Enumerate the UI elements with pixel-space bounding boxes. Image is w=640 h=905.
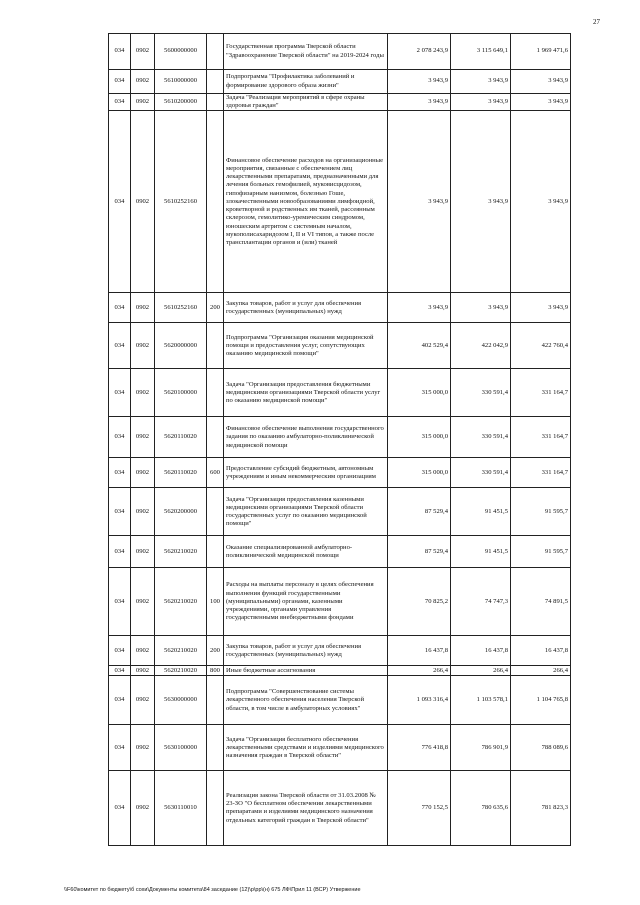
amount-year2-cell: 266,4 — [451, 666, 511, 676]
expense-type-cell — [207, 34, 224, 70]
amount-year2-cell: 16 437,8 — [451, 636, 511, 666]
admin-code-cell: 034 — [109, 34, 131, 70]
target-article-cell: 5630000000 — [155, 676, 207, 725]
amount-year3-cell: 331 164,7 — [511, 458, 571, 488]
expense-type-cell: 600 — [207, 458, 224, 488]
item-name-cell: Государственная программа Тверской области "Здравоохранение Тверской области" на 2019-2024 годы — [224, 34, 388, 70]
target-article-cell: 5620210020 — [155, 536, 207, 568]
amount-year3-cell: 788 089,6 — [511, 725, 571, 771]
section-code-cell: 0902 — [131, 771, 155, 846]
table-row — [109, 536, 571, 568]
expense-type-cell: 100 — [207, 568, 224, 636]
admin-code-cell: 034 — [109, 636, 131, 666]
section-code-cell: 0902 — [131, 488, 155, 536]
target-article-cell: 5620100000 — [155, 369, 207, 417]
amount-year1-cell: 266,4 — [388, 666, 451, 676]
target-article-cell: 5620110020 — [155, 417, 207, 458]
section-code-cell: 0902 — [131, 417, 155, 458]
item-name-cell: Финансовое обеспечение расходов на организационные мероприятия, связанные с обеспечением лиц лекарственными препаратами, предназначенными для лечения больных гемофилией, муковисцидозом, гипофизарным нанизмом, болезнью Гоше, злокачественными новообразованиями лимфоидной, кроветворной и родственных им тканей, рассеянным склерозом, гемолитико-уремическим синдромом, юношеским артритом с системным началом, мукополисахаридозом I, II и VI типов, а также после трансплантации органов и (или) тканей — [224, 111, 388, 293]
target-article-cell: 5620210020 — [155, 636, 207, 666]
amount-year1-cell: 3 943,9 — [388, 94, 451, 111]
amount-year2-cell: 74 747,3 — [451, 568, 511, 636]
target-article-cell: 5600000000 — [155, 34, 207, 70]
amount-year1-cell: 770 152,5 — [388, 771, 451, 846]
amount-year3-cell: 1 969 471,6 — [511, 34, 571, 70]
expense-type-cell: 200 — [207, 293, 224, 323]
amount-year3-cell: 781 823,3 — [511, 771, 571, 846]
target-article-cell: 5620210020 — [155, 568, 207, 636]
amount-year3-cell: 16 437,8 — [511, 636, 571, 666]
section-code-cell: 0902 — [131, 666, 155, 676]
amount-year2-cell: 3 943,9 — [451, 70, 511, 94]
section-code-cell: 0902 — [131, 636, 155, 666]
admin-code-cell: 034 — [109, 725, 131, 771]
amount-year2-cell: 1 103 578,1 — [451, 676, 511, 725]
amount-year1-cell: 315 000,0 — [388, 369, 451, 417]
amount-year3-cell: 91 595,7 — [511, 488, 571, 536]
amount-year1-cell: 3 943,9 — [388, 293, 451, 323]
expense-type-cell — [207, 536, 224, 568]
item-name-cell: Иные бюджетные ассигнования — [224, 666, 388, 676]
table-row — [109, 417, 571, 458]
item-name-cell: Подпрограмма "Профилактика заболеваний и формирование здорового образа жизни" — [224, 70, 388, 94]
amount-year2-cell: 3 943,9 — [451, 94, 511, 111]
amount-year2-cell: 330 591,4 — [451, 369, 511, 417]
item-name-cell: Финансовое обеспечение выполнения государственного задания по оказанию амбулаторно-поликлинической медицинской помощи — [224, 417, 388, 458]
amount-year3-cell: 3 943,9 — [511, 293, 571, 323]
amount-year3-cell: 3 943,9 — [511, 111, 571, 293]
amount-year3-cell: 266,4 — [511, 666, 571, 676]
section-code-cell: 0902 — [131, 676, 155, 725]
target-article-cell: 5620110020 — [155, 458, 207, 488]
amount-year1-cell: 3 943,9 — [388, 70, 451, 94]
expense-type-cell — [207, 70, 224, 94]
admin-code-cell: 034 — [109, 666, 131, 676]
amount-year2-cell: 330 591,4 — [451, 458, 511, 488]
admin-code-cell: 034 — [109, 323, 131, 369]
amount-year3-cell: 91 595,7 — [511, 536, 571, 568]
table-row — [109, 458, 571, 488]
target-article-cell: 5630100000 — [155, 725, 207, 771]
section-code-cell: 0902 — [131, 458, 155, 488]
item-name-cell: Закупка товаров, работ и услуг для обеспечения государственных (муниципальных) нужд — [224, 293, 388, 323]
amount-year3-cell: 331 164,7 — [511, 369, 571, 417]
item-name-cell: Задача "Реализация мероприятий в сфере охраны здоровья граждан" — [224, 94, 388, 111]
target-article-cell: 5610252160 — [155, 293, 207, 323]
amount-year1-cell: 1 093 316,4 — [388, 676, 451, 725]
admin-code-cell: 034 — [109, 70, 131, 94]
section-code-cell: 0902 — [131, 369, 155, 417]
amount-year1-cell: 315 000,0 — [388, 458, 451, 488]
admin-code-cell: 034 — [109, 771, 131, 846]
amount-year1-cell: 87 529,4 — [388, 536, 451, 568]
amount-year2-cell: 3 943,9 — [451, 293, 511, 323]
section-code-cell: 0902 — [131, 94, 155, 111]
amount-year2-cell: 91 451,5 — [451, 536, 511, 568]
page-number: 27 — [593, 18, 600, 26]
admin-code-cell: 034 — [109, 568, 131, 636]
item-name-cell: Реализация закона Тверской области от 31.03.2008 № 23-ЗО "О бесплатном обеспечении лекарственными препаратами и изделиями медицинского назначения отдельных категорий граждан в Тверской области" — [224, 771, 388, 846]
target-article-cell: 5630110010 — [155, 771, 207, 846]
admin-code-cell: 034 — [109, 458, 131, 488]
section-code-cell: 0902 — [131, 725, 155, 771]
item-name-cell: Расходы на выплаты персоналу в целях обеспечения выполнения функций государственными (муниципальными) органами, казенными учреждениями, органами управления государственными внебюджетными фондами — [224, 568, 388, 636]
admin-code-cell: 034 — [109, 488, 131, 536]
expense-type-cell — [207, 94, 224, 111]
item-name-cell: Задача "Организация бесплатного обеспечения лекарственными средствами и изделиями медицинского назначения граждан в Тверской области" — [224, 725, 388, 771]
item-name-cell: Закупка товаров, работ и услуг для обеспечения государственных (муниципальных) нужд — [224, 636, 388, 666]
section-code-cell: 0902 — [131, 70, 155, 94]
item-name-cell: Подпрограмма "Совершенствование системы лекарственного обеспечения населения Тверской области, в том числе в амбулаторных условиях" — [224, 676, 388, 725]
expense-type-cell — [207, 725, 224, 771]
amount-year2-cell: 786 901,9 — [451, 725, 511, 771]
table-row — [109, 34, 571, 70]
expense-type-cell — [207, 488, 224, 536]
amount-year2-cell: 3 115 649,1 — [451, 34, 511, 70]
amount-year3-cell: 3 943,9 — [511, 70, 571, 94]
admin-code-cell: 034 — [109, 94, 131, 111]
expense-type-cell: 800 — [207, 666, 224, 676]
amount-year2-cell: 3 943,9 — [451, 111, 511, 293]
table-row — [109, 111, 571, 293]
table-row — [109, 568, 571, 636]
section-code-cell: 0902 — [131, 111, 155, 293]
expense-type-cell — [207, 676, 224, 725]
admin-code-cell: 034 — [109, 536, 131, 568]
footer-file-path: \\F60\комитет по бюджету\б сохи\Документы комитета\84 заседание (12)\р\рр\(н) 675 ЛФ\Прил 11 (ВСР) Утвержение — [64, 887, 361, 893]
expense-type-cell — [207, 771, 224, 846]
target-article-cell: 5610000000 — [155, 70, 207, 94]
amount-year1-cell: 402 529,4 — [388, 323, 451, 369]
table-row — [109, 676, 571, 725]
amount-year1-cell: 3 943,9 — [388, 111, 451, 293]
item-name-cell: Задача "Организация предоставления казенными медицинскими организациями Тверской области государственных услуг по оказанию медицинской помощи" — [224, 488, 388, 536]
target-article-cell: 5620200000 — [155, 488, 207, 536]
amount-year2-cell: 330 591,4 — [451, 417, 511, 458]
expense-type-cell — [207, 417, 224, 458]
target-article-cell: 5620210020 — [155, 666, 207, 676]
section-code-cell: 0902 — [131, 293, 155, 323]
table-row — [109, 293, 571, 323]
item-name-cell: Предоставление субсидий бюджетным, автономным учреждениям и иным некоммерческим организациям — [224, 458, 388, 488]
amount-year3-cell: 422 760,4 — [511, 323, 571, 369]
expense-type-cell — [207, 369, 224, 417]
table-row — [109, 94, 571, 111]
admin-code-cell: 034 — [109, 111, 131, 293]
amount-year3-cell: 3 943,9 — [511, 94, 571, 111]
expense-type-cell: 200 — [207, 636, 224, 666]
amount-year2-cell: 780 635,6 — [451, 771, 511, 846]
table-row — [109, 70, 571, 94]
target-article-cell: 5610200000 — [155, 94, 207, 111]
amount-year1-cell: 16 437,8 — [388, 636, 451, 666]
table-row — [109, 725, 571, 771]
amount-year1-cell: 776 418,8 — [388, 725, 451, 771]
amount-year1-cell: 2 078 243,9 — [388, 34, 451, 70]
amount-year2-cell: 422 042,9 — [451, 323, 511, 369]
admin-code-cell: 034 — [109, 293, 131, 323]
admin-code-cell: 034 — [109, 676, 131, 725]
admin-code-cell: 034 — [109, 417, 131, 458]
target-article-cell: 5610252160 — [155, 111, 207, 293]
amount-year1-cell: 87 529,4 — [388, 488, 451, 536]
section-code-cell: 0902 — [131, 323, 155, 369]
budget-table — [108, 33, 571, 846]
amount-year3-cell: 331 164,7 — [511, 417, 571, 458]
amount-year1-cell: 315 000,0 — [388, 417, 451, 458]
section-code-cell: 0902 — [131, 568, 155, 636]
expense-type-cell — [207, 111, 224, 293]
admin-code-cell: 034 — [109, 369, 131, 417]
amount-year3-cell: 74 891,5 — [511, 568, 571, 636]
amount-year2-cell: 91 451,5 — [451, 488, 511, 536]
section-code-cell: 0902 — [131, 34, 155, 70]
amount-year3-cell: 1 104 765,8 — [511, 676, 571, 725]
table-row — [109, 323, 571, 369]
expense-type-cell — [207, 323, 224, 369]
item-name-cell: Подпрограмма "Организация оказания медицинской помощи и предоставления услуг, сопутствующих оказанию медицинской помощи" — [224, 323, 388, 369]
table-row — [109, 771, 571, 846]
amount-year1-cell: 70 825,2 — [388, 568, 451, 636]
target-article-cell: 5620000000 — [155, 323, 207, 369]
table-row — [109, 636, 571, 666]
table-row — [109, 666, 571, 676]
section-code-cell: 0902 — [131, 536, 155, 568]
item-name-cell: Оказание специализированной амбулаторно-поликлинической медицинской помощи — [224, 536, 388, 568]
table-row — [109, 488, 571, 536]
table-row — [109, 369, 571, 417]
item-name-cell: Задача "Организация предоставления бюджетными медицинскими организациями Тверской области услуг по оказанию медицинской помощи" — [224, 369, 388, 417]
